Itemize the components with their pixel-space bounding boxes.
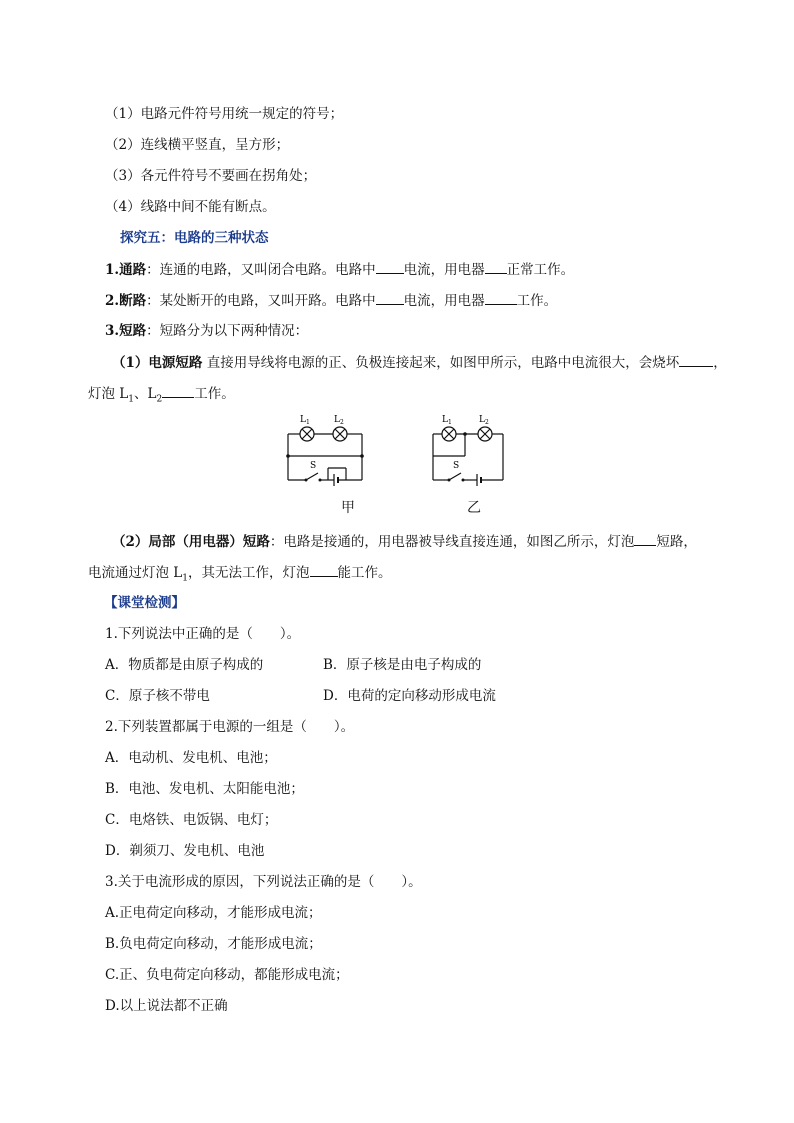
open-circuit-line — [105, 259, 574, 280]
lamp-label-l2: $L_2$ — [334, 415, 344, 426]
rule-2: （2）连线横平竖直，呈方形； — [105, 137, 290, 153]
subscript: 1 — [128, 394, 134, 405]
q2-option-a: A．电动机、发电机、电池； — [105, 750, 277, 766]
lamp-label-l2: $L_2$ — [479, 415, 489, 426]
question-2-stem: 2.下列装置都属于电源的一组是（ ）。 — [105, 719, 355, 735]
q1-option-a: A．物质都是由原子构成的 — [105, 657, 264, 673]
question-3-stem: 3.关于电流形成的原因，下列说法正确的是（ ）。 — [105, 874, 422, 890]
broken-circuit-text-a: ：某处断开的电路，又叫开路。电路中 — [146, 293, 376, 309]
open-circuit-label: 1.通路 — [105, 262, 147, 278]
text: ，其无法工作，灯泡 — [188, 565, 310, 581]
text: 工作。 — [194, 386, 235, 402]
circuit-diagram-yi — [425, 410, 520, 490]
q2-option-b: B．电池、发电机、太阳能电池； — [105, 781, 304, 797]
switch-label: S — [310, 461, 317, 471]
local-short-line2 — [88, 562, 392, 589]
blank — [162, 383, 194, 398]
lamp-label-l1: $L_1$ — [442, 415, 452, 426]
blank — [376, 259, 404, 274]
source-short-line — [112, 352, 727, 373]
local-short-text-a: ：电路是接通的，用电器被导线直接连通，如图乙所示，灯泡 — [269, 534, 635, 550]
local-short-text-b: 短路， — [656, 534, 697, 550]
lamp-label-l1: $L_1$ — [300, 415, 310, 426]
circuit-diagram-jia — [280, 410, 375, 490]
q3-option-d: D.以上说法都不正确 — [105, 998, 228, 1014]
question-1-stem: 1.下列说法中正确的是（ ）。 — [105, 626, 301, 642]
broken-circuit-line — [105, 290, 557, 311]
figure-caption-jia: 甲 — [341, 500, 355, 516]
broken-circuit-text-c: 工作。 — [516, 293, 558, 309]
blank — [679, 352, 713, 367]
quiz-title: 【课堂检测】 — [104, 595, 185, 611]
open-circuit-text-c: 正常工作。 — [506, 262, 575, 278]
open-circuit-text-b: 电流，用电器 — [403, 262, 485, 278]
rule-3: （3）各元件符号不要画在拐角处； — [105, 168, 317, 184]
switch-label: S — [453, 461, 460, 471]
text: 灯泡 L — [88, 386, 129, 402]
blank — [485, 290, 517, 305]
q1-option-d: D．电荷的定向移动形成电流 — [323, 688, 496, 704]
rule-4: （4）线路中间不能有断点。 — [105, 199, 276, 215]
blank — [485, 259, 507, 274]
rule-1: （1）电路元件符号用统一规定的符号； — [105, 106, 344, 122]
text: 、L — [134, 386, 157, 402]
q1-option-c: C．原子核不带电 — [105, 688, 210, 704]
q3-option-a: A.正电荷定向移动，才能形成电流； — [105, 905, 322, 921]
blank — [310, 562, 338, 577]
short-circuit-line — [105, 321, 308, 341]
q1-option-b: B．原子核是由电子构成的 — [323, 657, 482, 673]
q2-option-d: D．剃须刀、发电机、电池 — [105, 843, 265, 859]
section-title: 探究五：电路的三种状态 — [120, 230, 269, 246]
blank — [634, 531, 656, 546]
broken-circuit-text-b: 电流，用电器 — [403, 293, 485, 309]
source-short-text-b: ， — [713, 355, 727, 371]
text: 电流通过灯泡 L — [88, 565, 183, 581]
short-circuit-label: 3.短路 — [105, 323, 147, 339]
subscript: 2 — [156, 394, 163, 405]
subscript: 1 — [182, 573, 188, 584]
text: 能工作。 — [337, 565, 392, 581]
q2-option-c: C．电烙铁、电饭锅、电灯； — [105, 812, 278, 828]
local-short-line — [112, 531, 697, 552]
q3-option-b: B.负电荷定向移动，才能形成电流； — [105, 936, 322, 952]
source-short-line2 — [88, 383, 235, 410]
open-circuit-text-a: ：连通的电路，又叫闭合电路。电路中 — [146, 262, 376, 278]
source-short-label: （1）电源短路 — [112, 355, 203, 371]
source-short-text-a: 直接用导线将电源的正、负极连接起来，如图甲所示，电路中电流很大，会烧坏 — [202, 355, 680, 371]
local-short-label: （2）局部（用电器）短路 — [112, 534, 270, 550]
q3-option-c: C.正、负电荷定向移动，都能形成电流； — [105, 967, 349, 983]
short-circuit-text: ：短路分为以下两种情况： — [146, 323, 309, 339]
figure-caption-yi: 乙 — [467, 500, 481, 516]
broken-circuit-label: 2.断路 — [105, 293, 147, 309]
blank — [376, 290, 404, 305]
